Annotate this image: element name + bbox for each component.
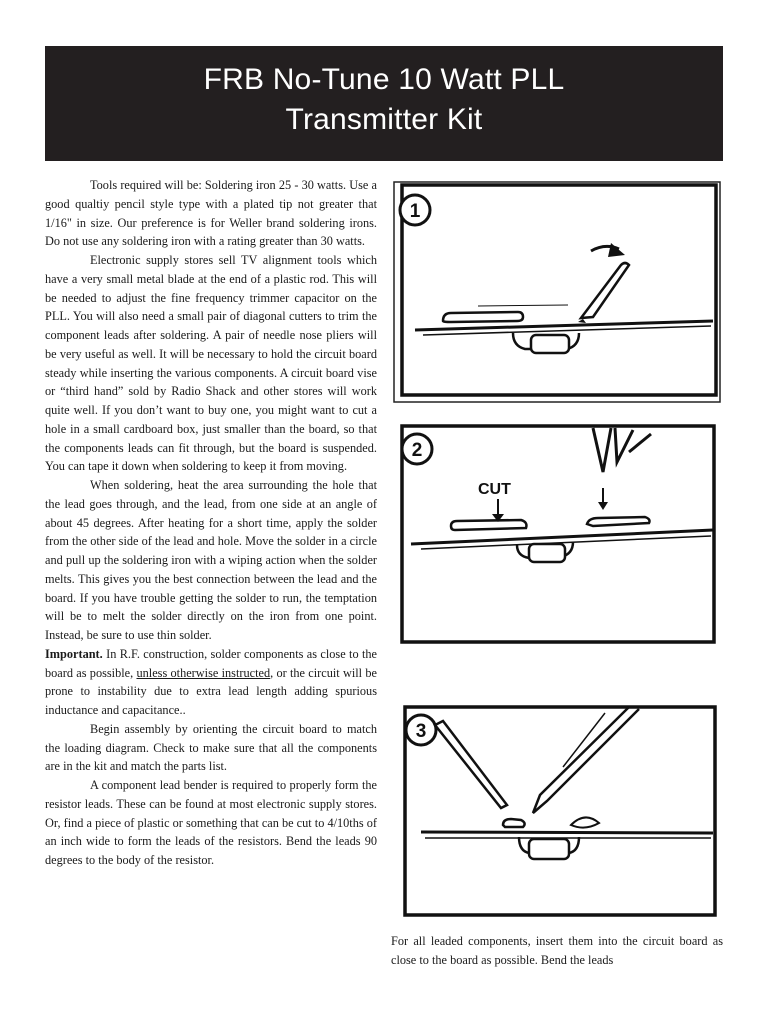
paragraph-tools: Tools required will be: Soldering iron 25 - 30 watts. Use a good qualtiy pencil style type with a plated tip not greater that 1/16" in size. Our preference is for Weller brand soldering irons. Do not use any soldering iron with a rating greater than 30 watts.: [45, 178, 377, 249]
step-number: 2: [411, 440, 423, 461]
figure-2: [393, 422, 721, 644]
figure-3-drawing: [393, 703, 721, 917]
title-line-1: FRB No-Tune 10 Watt PLL: [203, 63, 565, 96]
figure-3: [393, 703, 721, 917]
paragraph-lead-bender: A component lead bender is required to properly form the resistor leads. These can be found at most electronic supply stores. Or, find a piece of plastic or something that can be cut to 4/10ths of an inch wide to form the leads of the resistors. Bend the leads 90 degrees to the body of the resistor.: [45, 778, 377, 867]
title-banner: [45, 46, 723, 161]
paragraph-important: [45, 645, 377, 720]
paragraph-alignment-tools: Electronic supply stores sell TV alignment tools which have a very small metal blade at the end of a plastic rod. This will be needed to adjust the fine frequency trimmer capacitor on the PLL. You will also need a small pair of diagonal cutters to trim the component leads after soldering. A pair of needle nose pliers will be very useful as well. It will be necessary to hold the circuit board steady while inserting the various components. A circuit board vise or “third hand” sold by Radio Shack and other stores will work quite well. If you don’t want to buy one, you might want to cut a hole in a small cardboard box, just smaller than the board, so that the components leads can fit through, but the board is suspended. You can tape it down when soldering to keep it from moving.: [45, 253, 377, 474]
step-number: 3: [415, 721, 427, 742]
cut-label: CUT: [478, 481, 511, 498]
body-text: [45, 176, 377, 870]
important-underline: unless otherwise instructed: [136, 665, 271, 680]
title-line-2: Transmitter Kit: [285, 103, 483, 136]
figure-1-drawing: [393, 181, 721, 403]
figure-2-drawing: [393, 422, 721, 644]
important-text-b: , or the circuit will be prone to instability due to extra lead length adding spurious inductance and capacitance..: [45, 665, 377, 717]
important-text-a: In R.F. construction, solder components as close to the board as possible,: [45, 646, 377, 680]
paragraph-soldering: When soldering, heat the area surrounding the hole that the lead goes through, and the lead, from one side at an angle of about 45 degrees. After heating for a short time, apply the solder from the other side of the lead and hole. Move the solder in a circle and pull up the soldering iron with a wiping action when the solder melts. This gives you the best connection between the lead and the board. If you have trouble getting the solder to run, the temptation will be to melt the solder directly on the iron from one point. Instead, be sure to use thin solder.: [45, 478, 377, 642]
figure-1: [393, 181, 721, 403]
step-number: 1: [409, 201, 421, 222]
important-label: Important.: [45, 646, 103, 661]
figure-caption: For all leaded components, insert them into the circuit board as close to the board as possible. Bend the leads: [391, 934, 723, 967]
paragraph-assembly: Begin assembly by orienting the circuit board to match the loading diagram. Check to make sure that all the components are in the kit and match the parts list.: [45, 721, 377, 774]
